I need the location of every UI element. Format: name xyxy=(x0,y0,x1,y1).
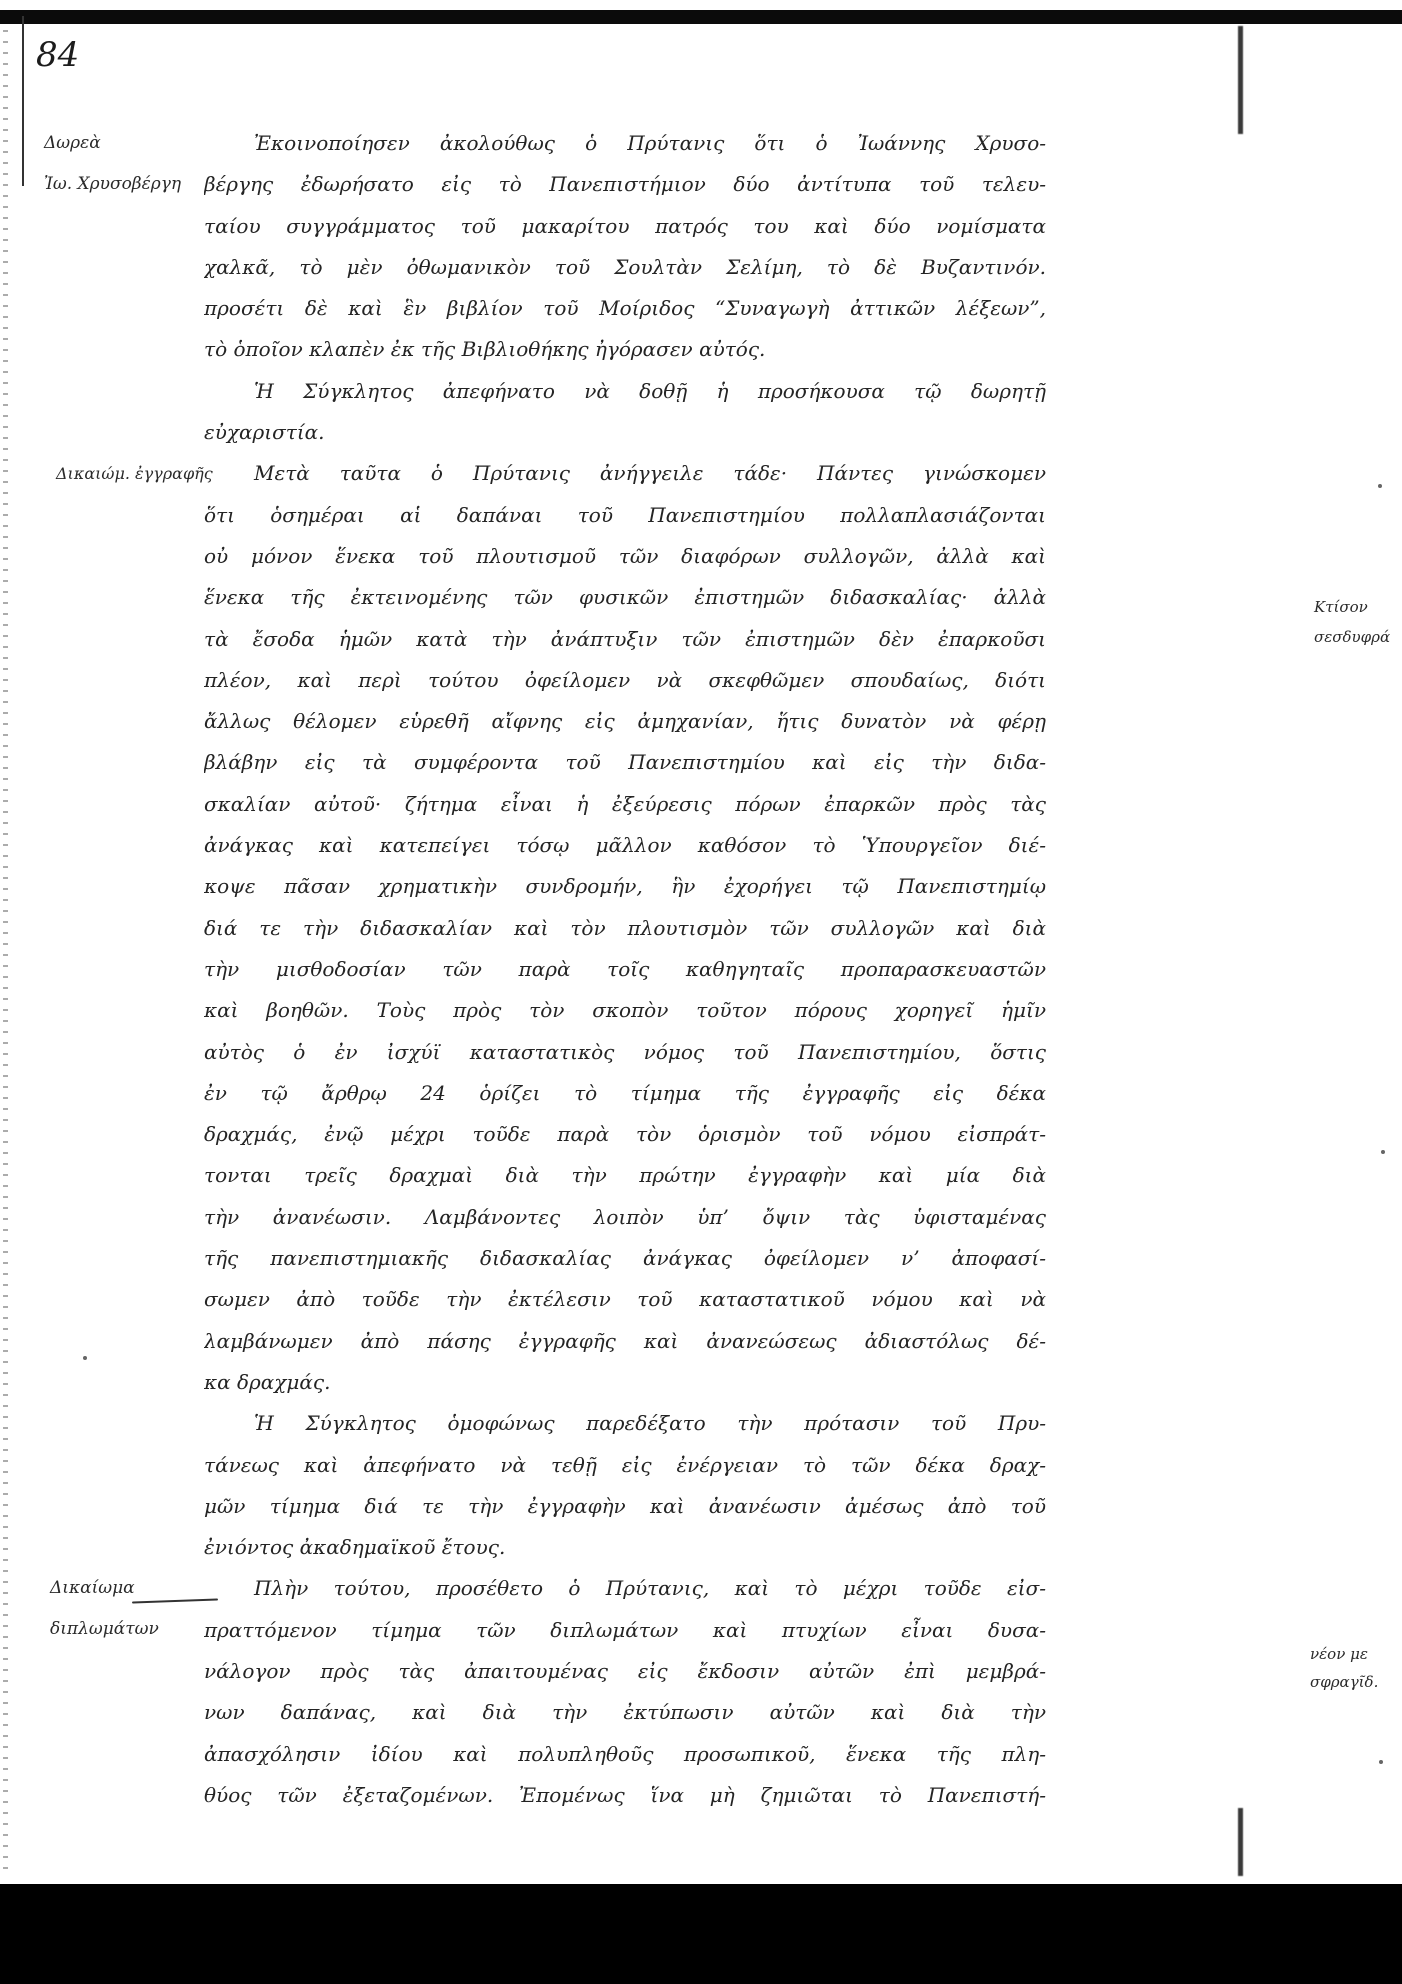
text-line: νων δαπάνας, καὶ διὰ τὴν ἐκτύπωσιν αὐτῶν καὶ διὰ τὴν xyxy=(204,1700,1046,1725)
text-line: θύος τῶν ἐξεταζομένων. Ἐπομένως ἵνα μὴ ζημιῶται τὸ Πανεπιστή- xyxy=(204,1782,1046,1807)
text-line: ὅτι ὁσημέραι αἱ δαπάναι τοῦ Πανεπιστημίου πολλαπλασιάζονται xyxy=(204,502,1046,527)
text-line: ἄλλως θέλομεν εὑρεθῆ αἴφνης εἰς ἀμηχανίαν, ἥτις δυνατὸν νὰ φέρῃ xyxy=(204,709,1046,734)
text-line: τάνεως καὶ ἀπεφήνατο νὰ τεθῇ εἰς ἐνέργειαν τὸ τῶν δέκα δραχ- xyxy=(204,1452,1046,1477)
text-line: ἐνιόντος ἀκαδημαϊκοῦ ἔτους. xyxy=(204,1535,506,1560)
ink-speck xyxy=(83,1356,87,1360)
text-line: ἀπασχόλησιν ἰδίου καὶ πολυπληθοῦς προσωπικοῦ, ἕνεκα τῆς πλη- xyxy=(204,1741,1046,1766)
text-line: οὐ μόνον ἕνεκα τοῦ πλουτισμοῦ τῶν διαφόρων συλλογῶν, ἀλλὰ καὶ xyxy=(204,543,1046,568)
margin-note-right xyxy=(1314,592,1390,652)
text-line: Ἐκοινοποίησεν ἀκολούθως ὁ Πρύτανις ὅτι ὁ Ἰωάννης Χρυσο- xyxy=(254,131,1046,155)
text-line: Ἡ Σύγκλητος ἀπεφήνατο νὰ δοθῇ ἡ προσήκουσα τῷ δωρητῇ xyxy=(254,378,1046,403)
binding-shadow xyxy=(3,30,8,1870)
text-line: χαλκᾶ, τὸ μὲν ὀθωμανικὸν τοῦ Σουλτὰν Σελίμη, τὸ δὲ Βυζαντινόν. xyxy=(204,254,1046,279)
margin-note-line: Δικαίωμα xyxy=(50,1578,135,1598)
text-line: τὴν μισθοδοσίαν τῶν παρὰ τοῖς καθηγηταῖς προπαρασκευαστῶν xyxy=(204,956,1046,981)
scan-bottom-border xyxy=(0,1884,1402,1984)
text-line: βλάβην εἰς τὰ συμφέροντα τοῦ Πανεπιστημίου καὶ εἰς τὴν διδα- xyxy=(204,750,1046,775)
text-line: προσέτι δὲ καὶ ἓν βιβλίον τοῦ Μοίριδος “Συναγωγὴ ἀττικῶν λέξεων”, xyxy=(204,296,1046,321)
paragraph xyxy=(204,123,1046,371)
text-line: πλέον, καὶ περὶ τούτου ὀφείλομεν νὰ σκεφθῶμεν σπουδαίως, διότι xyxy=(204,667,1046,692)
ink-speck xyxy=(1379,1760,1383,1764)
margin-note-line: Ἰω. Χρυσοβέργη xyxy=(44,174,182,195)
text-line: διά τε τὴν διδασκαλίαν καὶ τὸν πλουτισμὸν τῶν συλλογῶν καὶ διὰ xyxy=(204,915,1046,940)
text-line: τὸ ὁποῖον κλαπὲν ἐκ τῆς Βιβλιοθήκης ἠγόρασεν αὐτός. xyxy=(204,337,766,362)
text-line: ἀνάγκας καὶ κατεπείγει τόσῳ μᾶλλον καθόσον τὸ Ὑπουργεῖον διέ- xyxy=(204,833,1046,858)
margin-note-line: νέον με xyxy=(1310,1645,1368,1663)
scan-streak-top xyxy=(1238,26,1243,134)
text-line: Μετὰ ταῦτα ὁ Πρύτανις ἀνήγγειλε τάδε· Πάντες γινώσκομεν xyxy=(254,461,1046,486)
text-line: σκαλίαν αὐτοῦ· ζήτημα εἶναι ἡ ἐξεύρεσις πόρων ἐπαρκῶν πρὸς τὰς xyxy=(204,791,1046,816)
text-line: νάλογον πρὸς τὰς ἀπαιτουμένας εἰς ἔκδοσιν αὐτῶν ἐπὶ μεμβρά- xyxy=(204,1658,1046,1683)
margin-note-line: Δικαιώμ. ἐγγραφῆς xyxy=(56,464,213,483)
text-line: τὰ ἔσοδα ἡμῶν κατὰ τὴν ἀνάπτυξιν τῶν ἐπιστημῶν δὲν ἐπαρκοῦσι xyxy=(204,626,1046,651)
text-line: πραττόμενον τίμημα τῶν διπλωμάτων καὶ πτυχίων εἶναι δυσα- xyxy=(204,1617,1046,1642)
text-line: ἕνεκα τῆς ἐκτεινομένης τῶν φυσικῶν ἐπιστημῶν διδασκαλίας· ἀλλὰ xyxy=(204,585,1046,610)
margin-note-left xyxy=(56,453,213,494)
binding-edge-line xyxy=(22,16,24,186)
text-line: τονται τρεῖς δραχμαὶ διὰ τὴν πρώτην ἐγγραφὴν καὶ μία διὰ xyxy=(204,1163,1046,1188)
scan-top-border xyxy=(0,10,1402,24)
text-line: μῶν τίμημα διά τε τὴν ἐγγραφὴν καὶ ἀνανέωσιν ἀμέσως ἀπὸ τοῦ xyxy=(204,1493,1046,1518)
text-line: σωμεν ἀπὸ τοῦδε τὴν ἐκτέλεσιν τοῦ καταστατικοῦ νόμου καὶ νὰ xyxy=(204,1287,1046,1312)
margin-note-right xyxy=(1310,1640,1378,1696)
ink-speck xyxy=(1378,484,1382,488)
text-line: Ἡ Σύγκλητος ὁμοφώνως παρεδέξατο τὴν πρότασιν τοῦ Πρυ- xyxy=(254,1411,1046,1436)
text-line: αὐτὸς ὁ ἐν ἰσχύϊ καταστατικὸς νόμος τοῦ Πανεπιστημίου, ὅστις xyxy=(204,1039,1046,1064)
page-number: 84 xyxy=(36,35,80,75)
paragraph xyxy=(204,1403,1046,1568)
main-text xyxy=(204,123,1046,1816)
text-line: κοψε πᾶσαν χρηματικὴν συνδρομήν, ἣν ἐχορήγει τῷ Πανεπιστημίῳ xyxy=(204,874,1046,899)
text-line: καὶ βοηθῶν. Τοὺς πρὸς τὸν σκοπὸν τοῦτον πόρους χορηγεῖ ἡμῖν xyxy=(204,998,1046,1023)
text-line: κα δραχμάς. xyxy=(204,1369,331,1394)
paragraph xyxy=(204,1568,1046,1816)
margin-note-line: Κτίσον xyxy=(1314,598,1368,616)
text-line: Πλὴν τούτου, προσέθετο ὁ Πρύτανις, καὶ τὸ μέχρι τοῦδε εἰσ- xyxy=(254,1576,1046,1601)
paragraph xyxy=(204,453,1046,1403)
margin-note-line: σεσδυφρά xyxy=(1314,628,1391,646)
text-line: τῆς πανεπιστημιακῆς διδασκαλίας ἀνάγκας ὀφείλομεν ν’ ἀποφασί- xyxy=(204,1246,1046,1271)
ink-speck xyxy=(1381,1150,1385,1154)
margin-note-line: διπλωμάτων xyxy=(50,1619,159,1640)
text-line: ἐν τῷ ἄρθρῳ 24 ὁρίζει τὸ τίμημα τῆς ἐγγραφῆς εἰς δέκα xyxy=(204,1080,1046,1105)
text-line: λαμβάνωμεν ἀπὸ πάσης ἐγγραφῆς καὶ ἀνανεώσεως ἀδιαστόλως δέ- xyxy=(204,1328,1046,1353)
text-line: εὐχαριστία. xyxy=(204,420,325,445)
text-line: βέργης ἐδωρήσατο εἰς τὸ Πανεπιστήμιον δύο ἀντίτυπα τοῦ τελευ- xyxy=(204,172,1046,197)
paragraph xyxy=(204,371,1046,454)
text-line: ταίου συγγράμματος τοῦ μακαρίτου πατρός του καὶ δύο νομίσματα xyxy=(204,213,1046,238)
margin-note-left xyxy=(50,1568,159,1651)
margin-note-line: σφραγῖδ. xyxy=(1310,1673,1379,1691)
margin-note-line: Δωρεὰ xyxy=(44,133,101,153)
text-line: τὴν ἀνανέωσιν. Λαμβάνοντες λοιπὸν ὑπ’ ὄψιν τὰς ὑφισταμένας xyxy=(204,1204,1046,1229)
text-line: δραχμάς, ἐνῷ μέχρι τοῦδε παρὰ τὸν ὁρισμὸν τοῦ νόμου εἰσπράτ- xyxy=(204,1122,1046,1147)
scan-streak-bottom xyxy=(1238,1808,1243,1876)
margin-note-left xyxy=(44,123,181,206)
